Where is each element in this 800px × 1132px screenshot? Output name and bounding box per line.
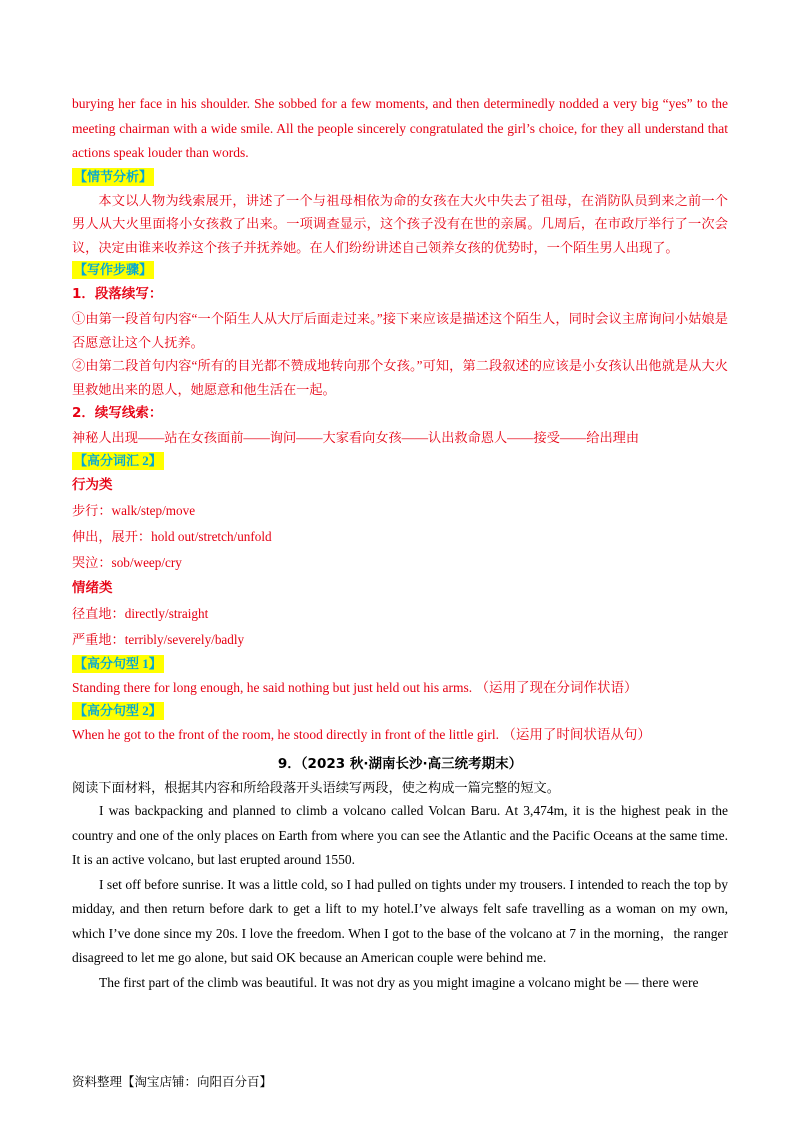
step1-point-a: ①由第一段首句内容“一个陌生人从大厅后面走过来。”接下来应该是描述这个陌生人，同时会议主席询问小姑娘是否愿意让这个人抚养。 xyxy=(72,311,728,350)
step2-clue: 神秘人出现——站在女孩面前——询问——大家看向女孩——认出救命恩人——接受——给出理由 xyxy=(72,430,640,445)
vocab-item: 步行：walk/step/move xyxy=(72,502,196,518)
passage-paragraph: The first part of the climb was beautiful. It was not dry as you might imagine a volcano might be — there were xyxy=(99,974,699,990)
passage-paragraph: I set off before sunrise. It was a little cold, so I had pulled on tights under my trousers. I intended to reach the top by midday, and then return before dark to get a lift to my hotel.I’ve always felt safe travelling as a woman on my own, which I’ve done since my 20s. I love the freedom. When I got to the base of the volcano at 7 in the morning，the ranger disagreed to let me go alone, but said OK because an American couple were behind me. xyxy=(72,876,728,965)
tag-sentence-pattern-1: 【高分句型 1】 xyxy=(74,655,162,671)
question-title: 9．（2023 秋·湖南长沙·高三统考期末） xyxy=(277,755,523,772)
tag-sentence-pattern-2: 【高分句型 2】 xyxy=(74,703,162,718)
vocab-item: 径直地：directly/straight xyxy=(72,605,209,621)
vocab-emotion-heading: 情绪类 xyxy=(72,579,113,596)
sentence-pattern-1: Standing there for long enough, he said nothing but just held out his arms. （运用了现在分词作状语） xyxy=(72,679,638,695)
vocab-item: 伸出，展开：hold out/stretch/unfold xyxy=(72,528,272,544)
page-footer: 资料整理【淘宝店铺：向阳百分百】 xyxy=(72,1074,273,1089)
plot-analysis-text: 本文以人物为线索展开，讲述了一个与祖母相依为命的女孩在大火中失去了祖母，在消防队员到来之前一个男人从大火里面将小女孩救了出来。一项调查显示，这个孩子没有在世的亲属。几周后，在市政厅举行了一次会议，决定由谁来收养这个孩子并抚养她。在人们纷纷讲述自己领养女孩的优势时，一个陌生男人出现了。 xyxy=(72,192,728,255)
sentence-pattern-2: When he got to the front of the room, he stood directly in front of the little girl. （运用了时间状语从句） xyxy=(72,727,651,742)
passage-paragraph: I was backpacking and planned to climb a volcano called Volcan Baru. At 3,474m, it is the highest peak in the country and one of the only places on Earth from where you can see the Atlantic and the Pacific Oceans at the same time. It is an active volcano, but last erupted around 1550. xyxy=(72,803,728,867)
tag-vocabulary: 【高分词汇 2】 xyxy=(74,452,162,468)
document-content xyxy=(72,92,728,995)
vocab-item: 哭泣：sob/weep/cry xyxy=(72,554,182,570)
tag-writing-steps: 【写作步骤】 xyxy=(74,262,153,277)
step1-point-b: ②由第二段首句内容“所有的目光都不赞成地转向那个女孩。”可知，第二段叙述的应该是小女孩认出他就是从大火里救她出来的恩人，她愿意和他生活在一起。 xyxy=(72,358,728,397)
vocab-item: 严重地：terribly/severely/badly xyxy=(72,631,245,647)
tag-plot-analysis: 【情节分析】 xyxy=(74,168,153,184)
question-instruction: 阅读下面材料，根据其内容和所给段落开头语续写两段，使之构成一篇完整的短文。 xyxy=(72,779,560,795)
story-ending-paragraph: burying her face in his shoulder. She sobbed for a few moments, and then determinedly nodded a very big “yes” to the meeting chairman with a wide smile. All the people sincerely congratulated the girl’s choice, for they all understand that actions speak louder than words. xyxy=(72,96,728,160)
step1-heading: 1．段落续写： xyxy=(72,286,163,302)
step2-heading: 2．续写线索： xyxy=(72,405,163,421)
vocab-behavior-heading: 行为类 xyxy=(72,476,113,493)
